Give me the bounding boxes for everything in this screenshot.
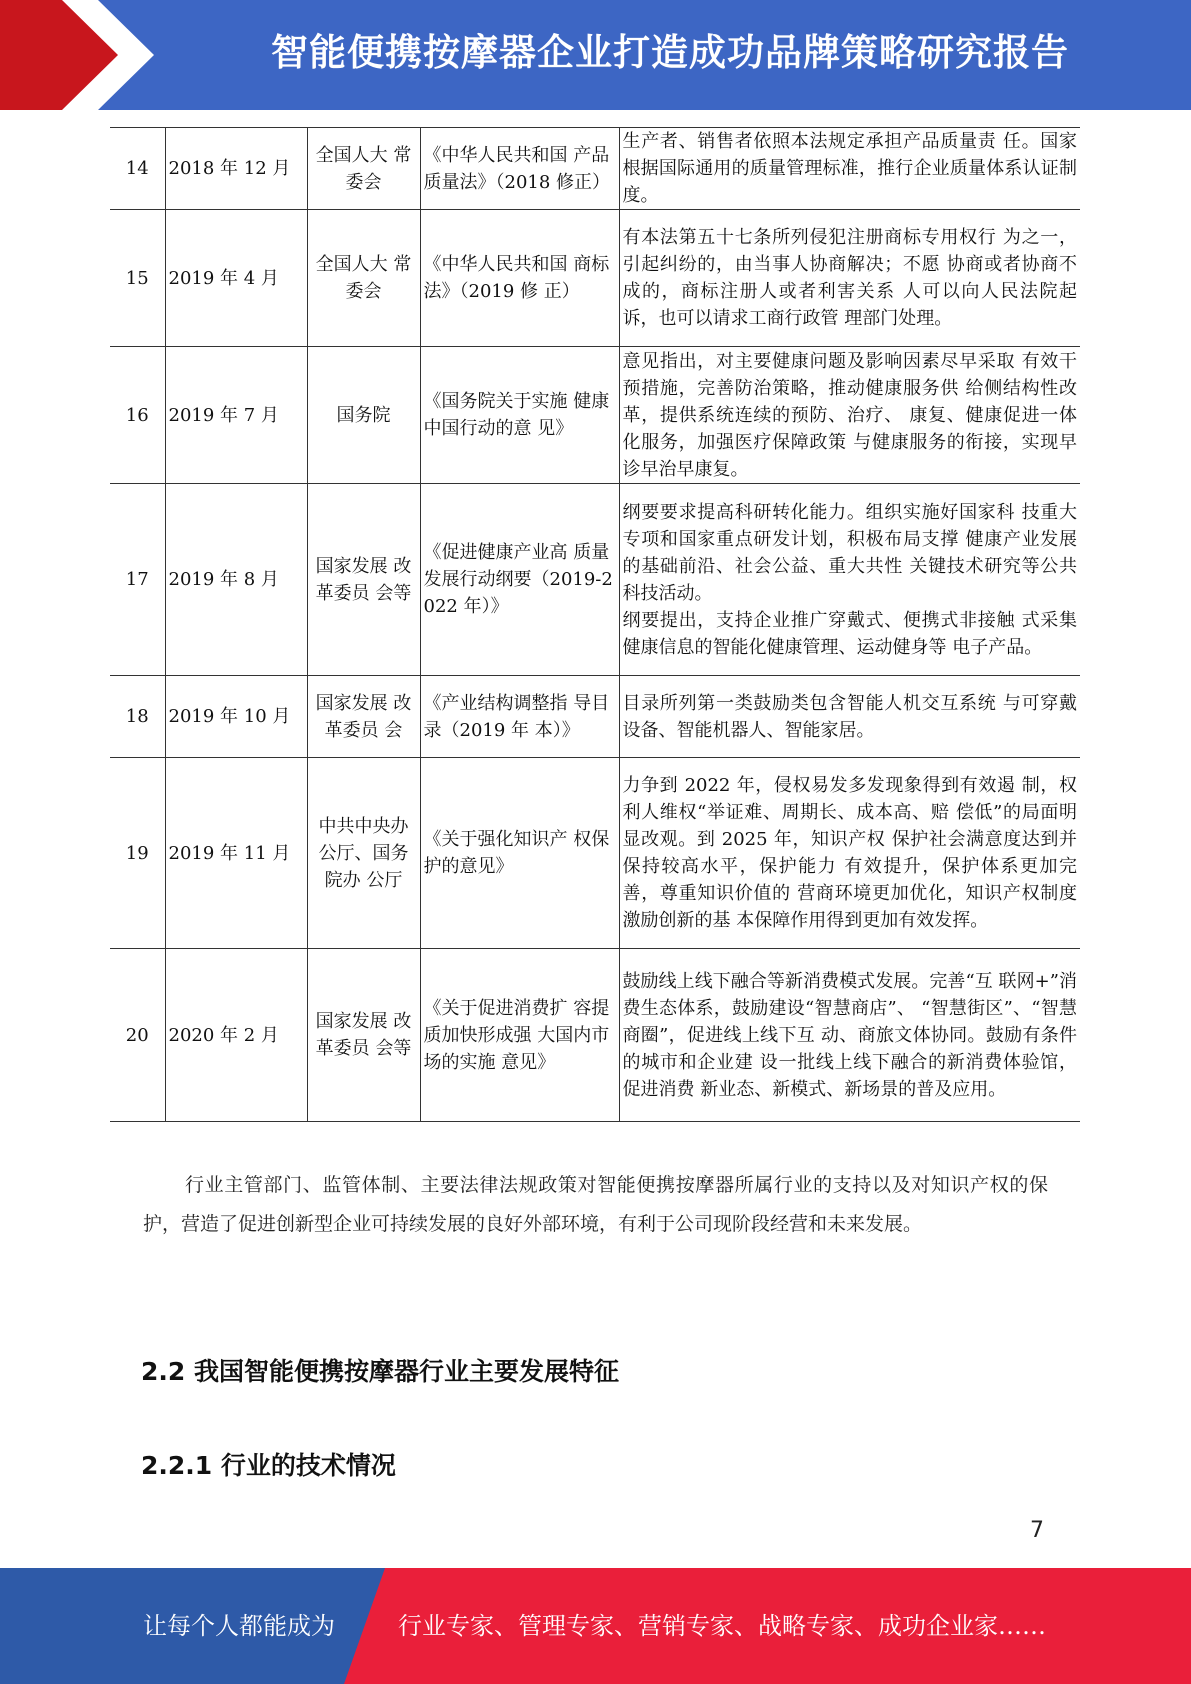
row-policy-name: 《国务院关于实施 健康中国行动的意 见》 (420, 347, 619, 484)
footer-slogan-right: 行业专家、管理专家、营销专家、战略专家、成功企业家…… (398, 1612, 1046, 1640)
row-policy-name: 《产业结构调整指 导目录（2019 年 本）》 (420, 676, 619, 758)
row-number: 17 (110, 484, 165, 676)
table-row (110, 128, 1080, 210)
row-policy-content: 生产者、销售者依照本法规定承担产品质量责 任。国家根据国际通用的质量管理标准，推行企业质量体系认证制度。 (619, 128, 1080, 210)
section-heading-2-2-1: 2.2.1 行业的技术情况 (141, 1451, 396, 1480)
policy-table (110, 127, 1080, 1122)
row-department: 国务院 (307, 347, 420, 484)
row-date: 2019 年 8 月 (165, 484, 307, 676)
row-policy-content: 鼓励线上线下融合等新消费模式发展。完善“互 联网+”消费生态体系，鼓励建设“智慧商店”、 “智慧街区”、“智慧商圈”，促进线上线下互 动、商旅文体协同。鼓励有条件的城市和企业建 设一批线上线下融合的新消费体验馆，促进消费 新业态、新模式、新场景的普及应用。 (619, 949, 1080, 1122)
table-row (110, 758, 1080, 949)
table-row (110, 484, 1080, 676)
row-number: 20 (110, 949, 165, 1122)
page-footer (0, 1568, 1191, 1684)
row-policy-name: 《促进健康产业高 质量发展行动纲要（2019-2022 年）》 (420, 484, 619, 676)
table-row (110, 949, 1080, 1122)
report-title: 智能便携按摩器企业打造成功品牌策略研究报告 (271, 31, 1069, 74)
row-number: 16 (110, 347, 165, 484)
content-paragraph: 纲要要求提高科研转化能力。组织实施好国家科 技重大专项和国家重点研发计划，积极布局支撑 健康产业发展的基础前沿、社会公益、重大共性 关键技术研究等公共科技活动。 (622, 501, 1077, 604)
row-date: 2019 年 11 月 (165, 758, 307, 949)
row-department: 中共中央办公厅、国务院办 公厅 (307, 758, 420, 949)
row-policy-content (619, 484, 1080, 676)
row-department: 国家发展 改革委员 会 (307, 676, 420, 758)
row-date: 2020 年 2 月 (165, 949, 307, 1122)
table-row (110, 347, 1080, 484)
row-department: 全国人大 常委会 (307, 210, 420, 347)
row-department: 国家发展 改革委员 会等 (307, 484, 420, 676)
row-policy-name: 《中华人民共和国 商标法》（2019 修 正） (420, 210, 619, 347)
page-number: 7 (1030, 1518, 1044, 1543)
row-date: 2019 年 4 月 (165, 210, 307, 347)
body-paragraph: 行业主管部门、监管体制、主要法律法规政策对智能便携按摩器所属行业的支持以及对知识产权的保护，营造了促进创新型企业可持续发展的良好外部环境，有利于公司现阶段经营和未来发展。 (143, 1174, 1048, 1235)
footer-slogan-left: 让每个人都能成为 (143, 1612, 335, 1640)
content-paragraph: 纲要提出，支持企业推广穿戴式、便携式非接触 式采集健康信息的智能化健康管理、运动健身等 电子产品。 (622, 609, 1077, 658)
row-department: 全国人大 常委会 (307, 128, 420, 210)
row-number: 14 (110, 128, 165, 210)
row-department: 国家发展 改革委员 会等 (307, 949, 420, 1122)
section-heading-2-2: 2.2 我国智能便携按摩器行业主要发展特征 (141, 1357, 619, 1386)
row-date: 2018 年 12 月 (165, 128, 307, 210)
row-policy-content: 目录所列第一类鼓励类包含智能人机交互系统 与可穿戴设备、智能机器人、智能家居。 (619, 676, 1080, 758)
row-number: 19 (110, 758, 165, 949)
page-header (0, 0, 1191, 110)
row-policy-name: 《中华人民共和国 产品质量法》（2018 修正） (420, 128, 619, 210)
row-policy-name: 《关于强化知识产 权保护的意见》 (420, 758, 619, 949)
row-date: 2019 年 10 月 (165, 676, 307, 758)
row-policy-name: 《关于促进消费扩 容提质加快形成强 大国内市场的实施 意见》 (420, 949, 619, 1122)
row-date: 2019 年 7 月 (165, 347, 307, 484)
row-policy-content: 有本法第五十七条所列侵犯注册商标专用权行 为之一，引起纠纷的，由当事人协商解决；不愿 协商或者协商不成的，商标注册人或者利害关系 人可以向人民法院起诉，也可以请求工商行政管 理部门处理。 (619, 210, 1080, 347)
table-row (110, 676, 1080, 758)
row-policy-content: 意见指出，对主要健康问题及影响因素尽早采取 有效干预措施，完善防治策略，推动健康服务供 给侧结构性改革，提供系统连续的预防、治疗、 康复、健康促进一体化服务，加强医疗保障政策 与健康服务的衔接，实现早诊早治早康复。 (619, 347, 1080, 484)
table-row (110, 210, 1080, 347)
row-number: 15 (110, 210, 165, 347)
row-policy-content: 力争到 2022 年，侵权易发多发现象得到有效遏 制，权利人维权“举证难、周期长、成本高、赔 偿低”的局面明显改观。到 2025 年，知识产权 保护社会满意度达到并保持较高水平，保护能力 有效提升，保护体系更加完善，尊重知识价值的 营商环境更加优化，知识产权制度激励创新的基 本保障作用得到更加有效发挥。 (619, 758, 1080, 949)
row-number: 18 (110, 676, 165, 758)
